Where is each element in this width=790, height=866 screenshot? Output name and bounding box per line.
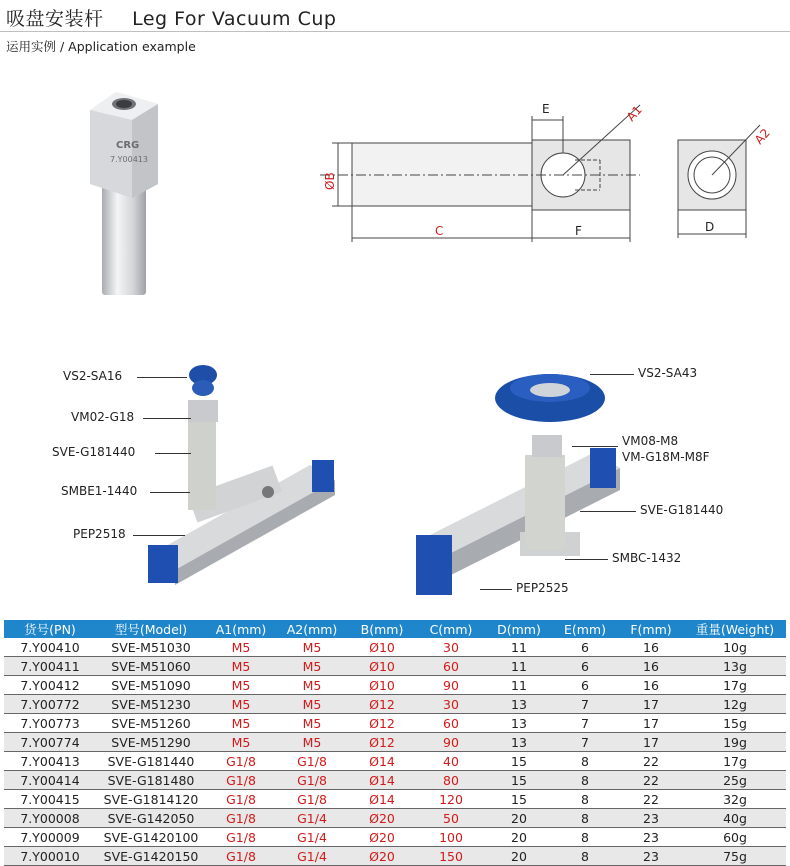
cell-d: 11 [486,657,552,676]
spec-table [4,620,786,866]
cell-model: SVE-G1420150 [96,847,206,866]
leader-line [565,559,608,560]
cell-b: Ø20 [348,828,416,847]
cell-d: 13 [486,714,552,733]
callout-smbc-1432: SMBC-1432 [612,551,682,565]
cell-d: 20 [486,847,552,866]
cell-a2: M5 [276,638,348,657]
cell-b: Ø14 [348,752,416,771]
table-row [4,828,786,847]
cell-a1: M5 [206,733,276,752]
cell-e: 8 [552,771,618,790]
cell-b: Ø14 [348,771,416,790]
cell-a1: G1/8 [206,809,276,828]
cell-a2: G1/4 [276,847,348,866]
cell-d: 20 [486,828,552,847]
cell-a2: M5 [276,733,348,752]
subtitle: 运用实例 / Application example [6,39,196,54]
callout-vm08-m8: VM08-M8 [622,434,679,448]
cell-c: 150 [416,847,486,866]
cell-model: SVE-M51230 [96,695,206,714]
dim-d: D [705,220,715,234]
cell-weight: 15g [684,714,786,733]
title-divider [0,31,790,32]
cell-weight: 19g [684,733,786,752]
leader-line [580,511,636,512]
cell-b: Ø10 [348,657,416,676]
table-row [4,790,786,809]
cell-a1: M5 [206,657,276,676]
table-row [4,809,786,828]
col-header-c: C(mm) [416,620,486,638]
page-title [6,4,336,31]
cell-model: SVE-G181440 [96,752,206,771]
col-header-weight: 重量(Weight) [684,620,786,638]
cell-pn: 7.Y00412 [4,676,96,695]
cell-c: 80 [416,771,486,790]
product-code: 7.Y00413 [110,155,148,164]
callout-pep2525: PEP2525 [516,581,569,595]
cell-d: 11 [486,676,552,695]
cell-b: Ø10 [348,638,416,657]
leader-line [150,492,190,493]
cell-pn: 7.Y00773 [4,714,96,733]
cell-model: SVE-M51290 [96,733,206,752]
cell-f: 22 [618,790,684,809]
cell-weight: 40g [684,809,786,828]
cell-weight: 32g [684,790,786,809]
cell-pn: 7.Y00010 [4,847,96,866]
cell-c: 50 [416,809,486,828]
cell-a1: M5 [206,714,276,733]
col-header-d: D(mm) [486,620,552,638]
example-right-assembly [410,360,630,610]
cell-model: SVE-G181480 [96,771,206,790]
product-brand: CRG [116,140,140,151]
col-header-pn: 货号(PN) [4,620,96,638]
cell-b: Ø12 [348,714,416,733]
cell-pn: 7.Y00415 [4,790,96,809]
callout-sve-g181440-right: SVE-G181440 [640,503,724,517]
leader-line [137,377,187,378]
cell-pn: 7.Y00009 [4,828,96,847]
table-row [4,638,786,657]
cell-d: 20 [486,809,552,828]
table-row [4,657,786,676]
cell-c: 100 [416,828,486,847]
cell-a2: G1/4 [276,828,348,847]
callout-vs2-sa16: VS2-SA16 [63,369,123,383]
cell-b: Ø20 [348,809,416,828]
cell-weight: 25g [684,771,786,790]
cell-e: 7 [552,714,618,733]
cell-b: Ø14 [348,790,416,809]
cell-pn: 7.Y00410 [4,638,96,657]
callout-vs2-sa43: VS2-SA43 [638,366,698,380]
cell-e: 6 [552,676,618,695]
table-header-row [4,620,786,638]
cell-pn: 7.Y00414 [4,771,96,790]
cell-c: 90 [416,676,486,695]
cell-c: 90 [416,733,486,752]
cell-model: SVE-M51060 [96,657,206,676]
cell-f: 16 [618,657,684,676]
cell-model: SVE-M51260 [96,714,206,733]
cell-d: 13 [486,733,552,752]
cell-a1: M5 [206,695,276,714]
cell-a1: M5 [206,676,276,695]
cell-f: 17 [618,733,684,752]
dim-f: F [575,224,582,238]
cell-model: SVE-M51090 [96,676,206,695]
cell-e: 8 [552,847,618,866]
cell-pn: 7.Y00008 [4,809,96,828]
cell-f: 23 [618,828,684,847]
callout-pep2518: PEP2518 [73,527,126,541]
cell-pn: 7.Y00774 [4,733,96,752]
col-header-b: B(mm) [348,620,416,638]
col-header-e: E(mm) [552,620,618,638]
cell-e: 6 [552,638,618,657]
cell-b: Ø10 [348,676,416,695]
table-row [4,695,786,714]
technical-drawing [320,90,780,250]
cell-e: 8 [552,809,618,828]
cell-pn: 7.Y00411 [4,657,96,676]
cell-pn: 7.Y00772 [4,695,96,714]
cell-c: 60 [416,714,486,733]
cell-e: 7 [552,695,618,714]
col-header-model: 型号(Model) [96,620,206,638]
cell-f: 23 [618,809,684,828]
cell-model: SVE-G142050 [96,809,206,828]
cell-d: 15 [486,790,552,809]
table-row [4,847,786,866]
cell-a2: M5 [276,695,348,714]
table-row [4,752,786,771]
dim-a1: A1 [623,102,645,125]
cell-weight: 60g [684,828,786,847]
cell-a2: G1/8 [276,790,348,809]
dim-c: C [435,224,444,238]
cell-pn: 7.Y00413 [4,752,96,771]
cell-a2: G1/8 [276,752,348,771]
col-header-a2: A2(mm) [276,620,348,638]
dim-a2: A2 [751,125,773,148]
callout-smbe1-1440: SMBE1-1440 [61,484,138,498]
cell-f: 22 [618,771,684,790]
leader-line [590,374,634,375]
cell-b: Ø20 [348,847,416,866]
cell-b: Ø12 [348,695,416,714]
cell-f: 17 [618,714,684,733]
cell-d: 15 [486,771,552,790]
callout-sve-g181440-left: SVE-G181440 [52,445,136,459]
cell-c: 120 [416,790,486,809]
cell-a1: G1/8 [206,828,276,847]
cell-c: 30 [416,638,486,657]
cell-f: 22 [618,752,684,771]
leader-line [155,453,191,454]
cell-model: SVE-M51030 [96,638,206,657]
leader-line [572,446,618,447]
cell-f: 17 [618,695,684,714]
cell-weight: 12g [684,695,786,714]
title-en: Leg For Vacuum Cup [132,8,337,30]
cell-a2: M5 [276,714,348,733]
cell-weight: 13g [684,657,786,676]
table-row [4,733,786,752]
cell-b: Ø12 [348,733,416,752]
callout-vm02-g18: VM02-G18 [71,410,135,424]
cell-e: 8 [552,828,618,847]
callout-vm-g18m-m8f: VM-G18M-M8F [622,450,710,464]
cell-e: 6 [552,657,618,676]
cell-weight: 10g [684,638,786,657]
cell-d: 11 [486,638,552,657]
cell-a1: G1/8 [206,752,276,771]
cell-a1: G1/8 [206,790,276,809]
dim-b: ØB [323,172,337,190]
cell-model: SVE-G1420100 [96,828,206,847]
cell-d: 15 [486,752,552,771]
table-row [4,714,786,733]
col-header-f: F(mm) [618,620,684,638]
cell-c: 60 [416,657,486,676]
cell-f: 16 [618,638,684,657]
example-left-assembly [140,360,350,590]
cell-a1: G1/8 [206,771,276,790]
cell-a1: G1/8 [206,847,276,866]
leader-line [480,589,512,590]
cell-a2: G1/8 [276,771,348,790]
cell-c: 40 [416,752,486,771]
cell-a2: M5 [276,676,348,695]
dim-e: E [542,102,550,116]
cell-e: 8 [552,752,618,771]
cell-e: 7 [552,733,618,752]
title-cn: 吸盘安装杆 [6,8,104,30]
col-header-a1: A1(mm) [206,620,276,638]
cell-a2: G1/4 [276,809,348,828]
cell-a1: M5 [206,638,276,657]
cell-weight: 75g [684,847,786,866]
cell-e: 8 [552,790,618,809]
leader-line [133,535,185,536]
table-row [4,676,786,695]
product-photo [80,80,170,300]
cell-f: 23 [618,847,684,866]
cell-weight: 17g [684,752,786,771]
cell-a2: M5 [276,657,348,676]
cell-weight: 17g [684,676,786,695]
leader-line [143,418,191,419]
cell-f: 16 [618,676,684,695]
table-row [4,771,786,790]
cell-c: 30 [416,695,486,714]
cell-model: SVE-G1814120 [96,790,206,809]
cell-d: 13 [486,695,552,714]
